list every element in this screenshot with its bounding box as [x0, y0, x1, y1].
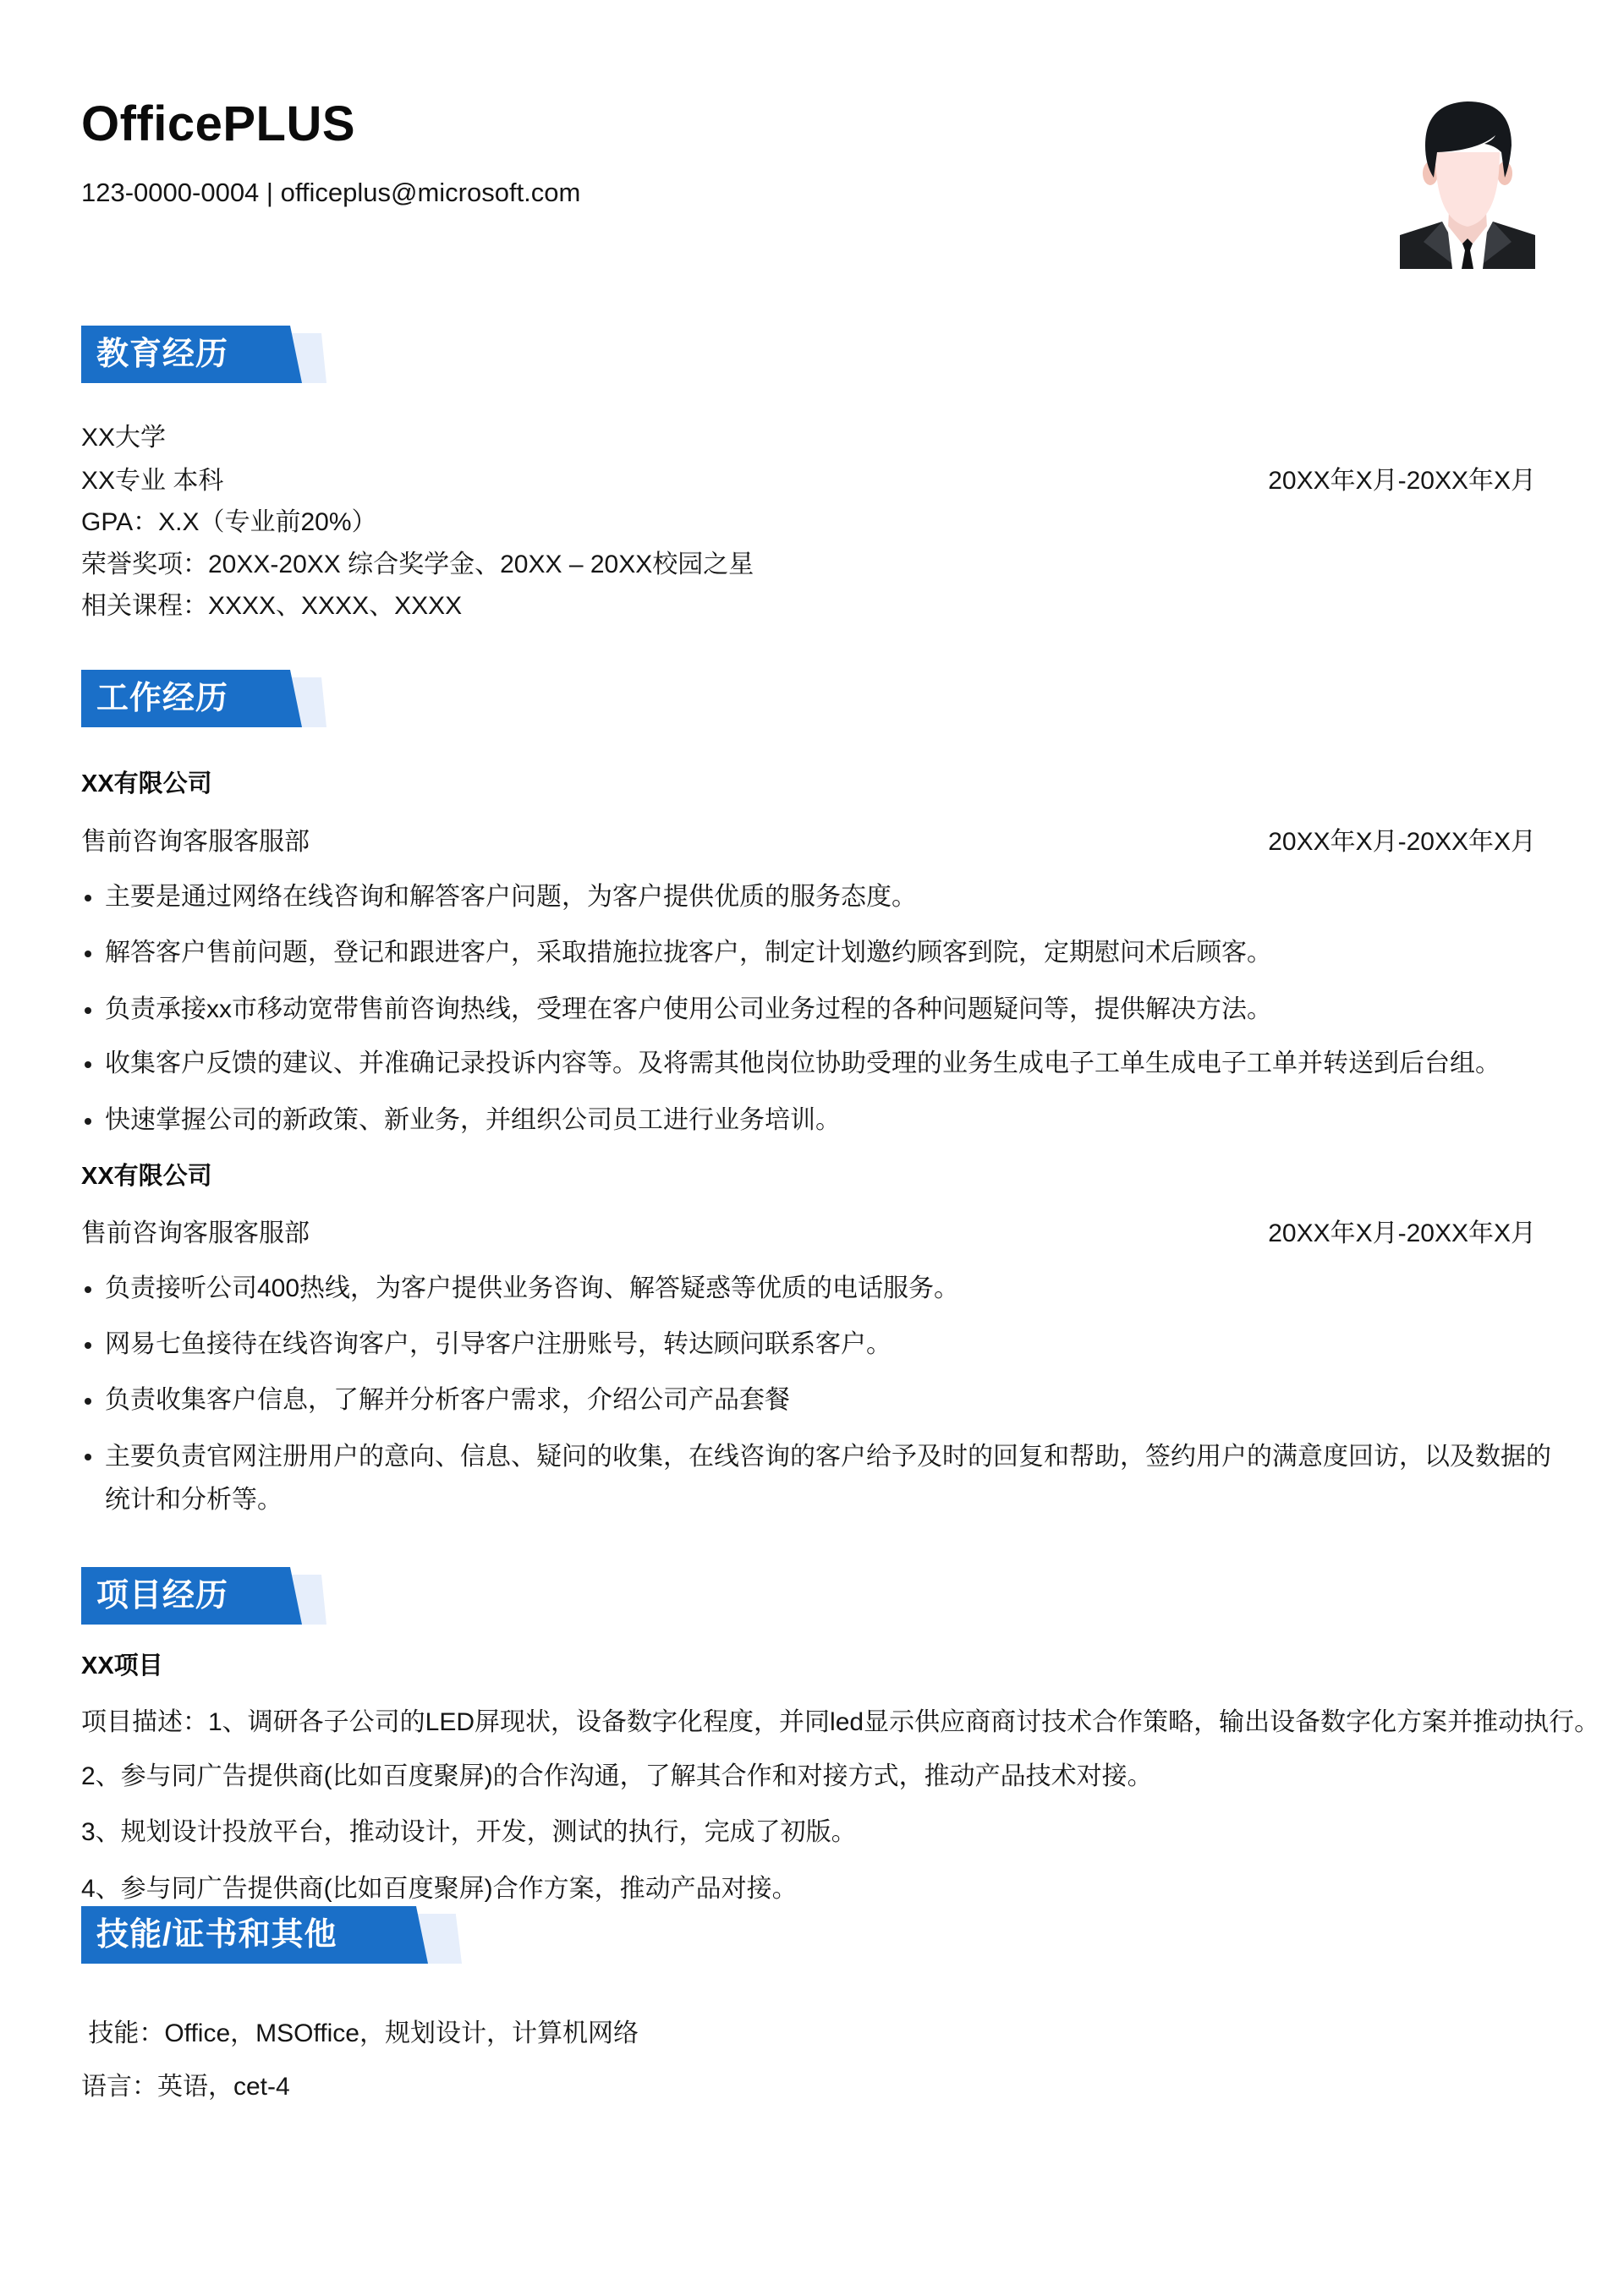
company-name: XX有限公司 — [81, 1163, 212, 1190]
bullet-icon — [85, 1342, 91, 1349]
section-header-work — [81, 670, 326, 727]
project-line: 3、规划设计投放平台，推动设计，开发，测试的执行，完成了初版。 — [81, 1818, 857, 1846]
list-item: 负责承接xx市移动宽带售前咨询热线，受理在客户使用公司业务过程的各种问题疑问等，提供解决方法。 — [81, 993, 1544, 1027]
list-item: 主要是通过网络在线咨询和解答客户问题，为客户提供优质的服务态度。 — [81, 880, 1544, 914]
section-title-skills: 技能/证书和其他 — [96, 1917, 337, 1953]
education-date: 20XX年X月-20XX年X月 — [1268, 467, 1536, 495]
language-line: 语言：英语，cet-4 — [81, 2073, 290, 2101]
list-item: 快速掌握公司的新政策、新业务，并组织公司员工进行业务培训。 — [81, 1104, 1544, 1137]
department: 售前咨询客服客服部 — [81, 828, 310, 856]
bullet-icon — [85, 1398, 91, 1405]
major-degree: XX专业 本科 — [81, 467, 224, 495]
section-header-skills — [81, 1906, 462, 1964]
bullet-icon — [85, 895, 91, 901]
skills-line: 技能：Office，MSOffice，规划设计，计算机网络 — [81, 2019, 639, 2047]
list-item: 负责接听公司400热线，为客户提供业务咨询、解答疑惑等优质的电话服务。 — [81, 1272, 1544, 1306]
company-name: XX有限公司 — [81, 770, 212, 797]
courses: 相关课程：XXXX、XXXX、XXXX — [81, 592, 463, 620]
gpa: GPA：X.X（专业前20%） — [81, 508, 377, 536]
project-line: 项目描述：1、调研各子公司的LED屏现状，设备数字化程度，并同led显示供应商商讨技术合作策略，输出设备数字化方案并推动执行。 — [81, 1708, 1600, 1736]
school-name: XX大学 — [81, 424, 167, 452]
list-item: 负责收集客户信息，了解并分析客户需求，介绍公司产品套餐 — [81, 1384, 1544, 1417]
project-line: 2、参与同广告提供商(比如百度聚屏)的合作沟通，了解其合作和对接方式，推动产品技术对接。 — [81, 1762, 1153, 1790]
section-title-education: 教育经历 — [96, 337, 229, 372]
section-header-projects — [81, 1567, 326, 1625]
bullet-icon — [85, 1454, 91, 1460]
honors: 荣誉奖项：20XX-20XX 综合奖学金、20XX – 20XX校园之星 — [81, 551, 754, 578]
section-header-education — [81, 326, 326, 383]
bullet-icon — [85, 1118, 91, 1125]
list-item: 主要负责官网注册用户的意向、信息、疑问的收集，在线咨询的客户给予及时的回复和帮助，签约用户的满意度回访，以及数据的统计和分析等。 — [81, 1435, 1561, 1521]
person-avatar-icon — [1400, 93, 1535, 269]
contact-info: 123-0000-0004 | officeplus@microsoft.com — [81, 178, 581, 207]
bullet-icon — [85, 1007, 91, 1014]
bullet-icon — [85, 1286, 91, 1293]
department: 售前咨询客服客服部 — [81, 1219, 310, 1247]
candidate-name: OfficePLUS — [81, 96, 356, 151]
project-name: XX项目 — [81, 1652, 163, 1680]
job-date: 20XX年X月-20XX年X月 — [1268, 828, 1536, 856]
job-date: 20XX年X月-20XX年X月 — [1268, 1219, 1536, 1247]
section-title-projects: 项目经历 — [96, 1578, 229, 1614]
list-item: 收集客户反馈的建议、并准确记录投诉内容等。及将需其他岗位协助受理的业务生成电子工单生成电子工单并转送到后台组。 — [81, 1047, 1544, 1081]
list-item: 网易七鱼接待在线咨询客户，引导客户注册账号，转达顾问联系客户。 — [81, 1328, 1544, 1362]
section-title-work: 工作经历 — [96, 681, 229, 716]
bullet-icon — [85, 951, 91, 957]
project-line: 4、参与同广告提供商(比如百度聚屏)合作方案，推动产品对接。 — [81, 1875, 798, 1903]
bullet-icon — [85, 1061, 91, 1068]
list-item: 解答客户售前问题，登记和跟进客户，采取措施拉拢客户，制定计划邀约顾客到院，定期慰问术后顾客。 — [81, 936, 1544, 970]
